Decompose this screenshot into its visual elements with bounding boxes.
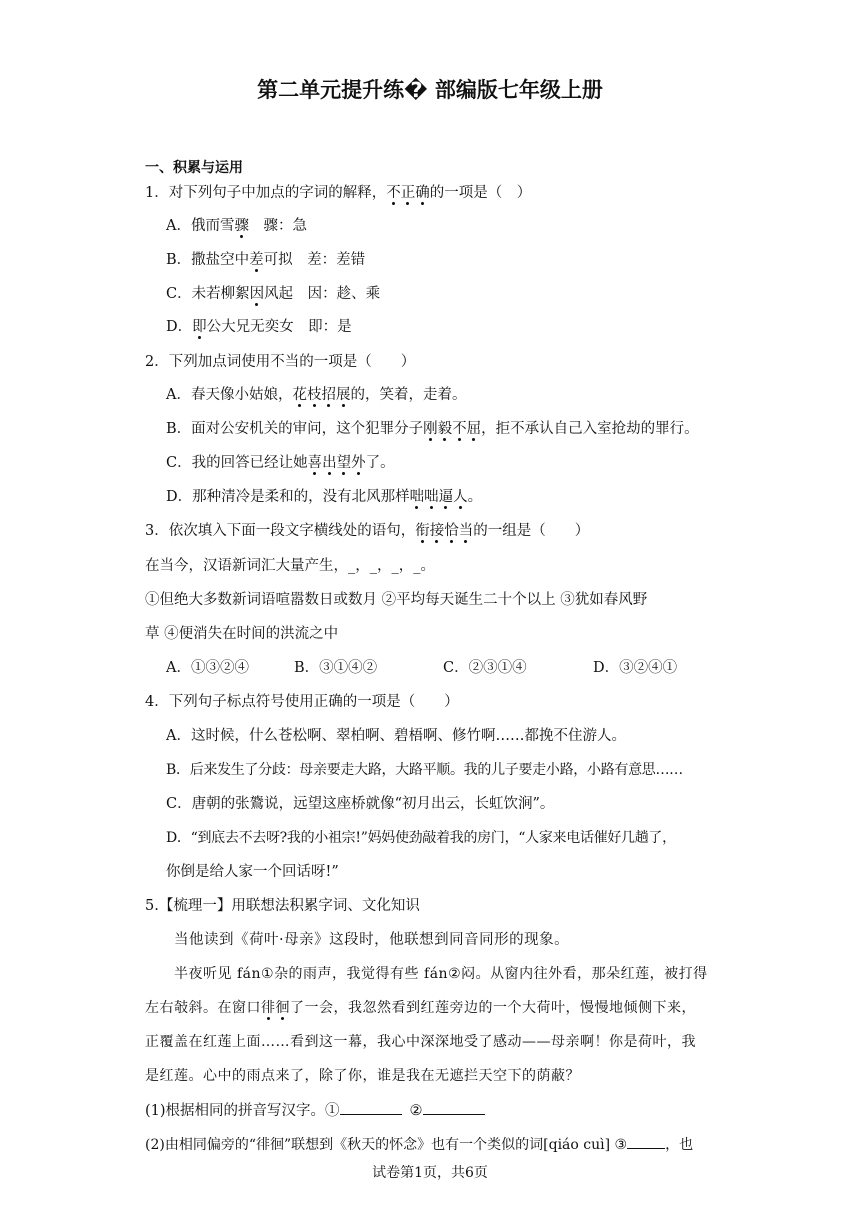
- question-3-items-line-1: ①但绝大多数新词语喧嚣数日或数月 ②平均每天诞生二十个以上 ③犹如春风野: [145, 592, 648, 608]
- stem-text: 的一组是（ ）: [473, 523, 590, 539]
- dotted-char: 展: [335, 387, 351, 403]
- question-2-option-d: [166, 487, 482, 507]
- dotted-char: 确: [415, 185, 430, 201]
- dotted-char: 徊: [275, 1000, 290, 1016]
- question-1-stem: [145, 183, 531, 203]
- option-text: 。: [467, 489, 483, 505]
- dotted-char: 因: [249, 286, 265, 302]
- pinyin: fán: [424, 966, 449, 982]
- question-4-option-c: C．唐朝的张鷟说，远望这座桥就像“初月出云，长虹饮涧”。: [166, 796, 555, 812]
- option-text: D．那种清冷是柔和的，没有北风那样: [166, 489, 410, 505]
- question-2-option-c: [166, 453, 395, 473]
- sub-question-text: (1)根据相同的拼音写汉字。①: [145, 1103, 340, 1119]
- passage-text: 杂的雨声，我觉得有些: [274, 966, 425, 982]
- question-5-passage-line-2: [145, 998, 696, 1018]
- dotted-char: 咄: [424, 489, 439, 505]
- dotted-char: 逼: [438, 489, 454, 505]
- dotted-char: 喜: [307, 455, 323, 471]
- dotted-char: 花: [292, 387, 307, 403]
- dotted-char: 毅: [437, 421, 453, 437]
- passage-text: 闷。从窗内往外看，那朵红莲，被打得: [461, 966, 708, 982]
- question-4-option-b: B．后来发生了分歧：母亲要走大路，大路平顺。我的儿子要走小路，小路有意思……: [166, 762, 683, 778]
- question-5-sub-2: [145, 1134, 693, 1155]
- question-4-option-a: A．这时候，什么苍松啊、翠柏啊、碧梧啊、修竹啊……都挽不住游人。: [166, 728, 626, 744]
- option-text: 了。: [365, 455, 395, 471]
- dotted-char: 不: [386, 185, 401, 201]
- question-1-option-c: [166, 284, 380, 304]
- sub-question-text: ②: [409, 1103, 423, 1119]
- sub-question-text: (2)由相同偏旁的“徘徊”联想到《秋天的怀念》也有一个类似的词[qiáo cuì] ③: [145, 1137, 628, 1153]
- question-2-stem: 2．下列加点词使用不当的一项是（ ）: [145, 354, 416, 370]
- option-a: A．①③②④: [166, 660, 249, 676]
- dotted-char: 当: [458, 523, 474, 539]
- dotted-char: 衔: [415, 523, 430, 539]
- section-heading: 一、积累与运用: [145, 160, 243, 176]
- dotted-char: 刚: [423, 421, 438, 437]
- pinyin: fán: [236, 966, 261, 982]
- answer-blank-2[interactable]: [423, 1100, 485, 1115]
- dotted-char: 枝: [306, 387, 322, 403]
- question-5-sub-1: [145, 1100, 485, 1121]
- circled-number: ②: [448, 966, 462, 982]
- question-1-option-a: [166, 216, 307, 236]
- answer-blank-1[interactable]: [340, 1100, 402, 1115]
- dotted-char: 屈: [466, 421, 482, 437]
- question-5-passage-line-3: 正覆盖在红莲上面……看到这一幕，我心中深深地受了感动——母亲啊！你是荷叶，我: [145, 1034, 696, 1050]
- question-4-option-d-line-2: 你倒是给人家一个回话呀!”: [166, 864, 339, 880]
- dotted-char: 出: [322, 455, 337, 471]
- option-text: D．: [166, 319, 193, 335]
- page-footer: 试卷第1页，共6页: [372, 1165, 488, 1181]
- option-text: B．面对公安机关的审问，这个犯罪分子: [166, 421, 424, 437]
- dotted-char: 正: [400, 185, 416, 201]
- dotted-char: 即: [192, 319, 207, 335]
- question-4-stem: 4．下列句子标点符号使用正确的一项是（ ）: [145, 694, 459, 710]
- question-5-stem: 5.【梳理一】用联想法积累字词、文化知识: [145, 898, 420, 914]
- option-text: B．撒盐空中: [166, 252, 250, 268]
- option-text: C．我的回答已经让她: [166, 455, 308, 471]
- question-1-option-d: [166, 317, 352, 337]
- option-text: 骤：急: [248, 218, 307, 234]
- dotted-char: 外: [351, 455, 366, 471]
- option-b: B．③①④②: [294, 660, 378, 676]
- question-2-option-b: [166, 419, 699, 439]
- passage-text: 半夜听见: [174, 966, 237, 982]
- stem-text: 1．对下列句子中加点的字词的解释，: [145, 185, 387, 201]
- question-3-stem: [145, 521, 589, 541]
- question-1-option-b: [166, 250, 365, 270]
- answer-blank-3[interactable]: [627, 1134, 665, 1149]
- question-5-intro: 当他读到《荷叶·母亲》这段时，他联想到同音同形的现象。: [174, 932, 570, 948]
- option-text: 的，笑着，走着。: [350, 387, 467, 403]
- option-text: C．未若柳絮: [166, 286, 250, 302]
- dotted-char: 人: [453, 489, 468, 505]
- option-text: ，拒不承认自己入室抢劫的罪行。: [481, 421, 699, 437]
- dotted-char: 不: [452, 421, 467, 437]
- question-5-passage-line-1: [174, 964, 708, 984]
- circled-number: ①: [261, 966, 275, 982]
- dotted-char: 望: [336, 455, 352, 471]
- dotted-char: 恰: [444, 523, 459, 539]
- dotted-char: 接: [429, 523, 445, 539]
- option-d: D．③②④①: [593, 660, 678, 676]
- dotted-char: 招: [321, 387, 336, 403]
- option-c: C．②③①④: [443, 660, 527, 676]
- sub-question-text: ，也: [665, 1137, 694, 1153]
- page-title: 第二单元提升练� 部编版七年级上册: [257, 78, 603, 102]
- option-text: A．俄而雪: [166, 218, 235, 234]
- dotted-char: 咄: [409, 489, 425, 505]
- dotted-char: 差: [249, 252, 264, 268]
- stem-text: 3．依次填入下面一段文字横线处的语句，: [145, 523, 416, 539]
- dotted-char: 骤: [234, 218, 249, 234]
- question-3-text: 在当今，汉语新词汇大量产生，_，_，_，_。: [145, 558, 435, 574]
- option-text: 可拟 差：差错: [263, 252, 366, 268]
- question-3-options: [166, 658, 726, 678]
- option-text: 公大兄无奕女 即：是: [206, 319, 352, 335]
- option-text: 风起 因：趁、乘: [264, 286, 381, 302]
- question-5-passage-line-4: 是红莲。心中的雨点来了，除了你，谁是我在无遮拦天空下的荫蔽？: [145, 1068, 580, 1084]
- option-text: A．春天像小姑娘，: [166, 387, 293, 403]
- question-3-items-line-2: 草 ④便消失在时间的洪流之中: [145, 626, 339, 642]
- question-2-option-a: [166, 385, 466, 405]
- passage-text: 了一会，我忽然看到红莲旁边的一个大荷叶，慢慢地倾侧下来，: [290, 1000, 696, 1016]
- stem-text: 的一项是（ ）: [429, 185, 532, 201]
- passage-text: 左右攲斜。在窗口: [145, 1000, 261, 1016]
- question-4-option-d-line-1: D．“到底去不去呀?我的小祖宗!”妈妈使劲敲着我的房门，“人家来电话催好几趟了，: [166, 830, 676, 846]
- dotted-char: 徘: [261, 1000, 276, 1016]
